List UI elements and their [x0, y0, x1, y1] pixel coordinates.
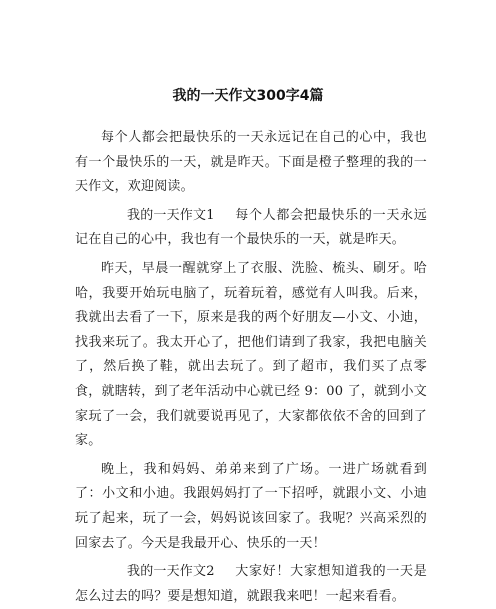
- essay2-opening-text: 大家好！大家想知道我的一天是怎么过去的吗？要是想知道，就跟我来吧！一起来看看。: [75, 564, 427, 604]
- essay2-opening-paragraph: [75, 560, 427, 609]
- essay1-opening-paragraph: [75, 204, 427, 253]
- essay1-paragraph-3: 晚上，我和妈妈、弟弟来到了广场。一进广场就看到了：小文和小迪。我跟妈妈打了一下招呼，就跟小文、小迪玩了起来，玩了一会，妈妈说该回家了。我呢？兴高采烈的回家去了。今天是我最开心、快乐的一天！: [75, 461, 427, 551]
- intro-paragraph: 每个人都会把最快乐的一天永远记在自己的心中，我也有一个最快乐的一天，就是昨天。下面是橙子整理的我的一天作文，欢迎阅读。: [75, 130, 427, 195]
- document-body: [75, 126, 427, 609]
- essay1-label: 我的一天作文1: [127, 207, 215, 223]
- essay1-paragraph-2: 昨天，早晨一醒就穿上了衣服、洗脸、梳头、刷牙。哈哈，我要开始玩电脑了，玩着玩着，感觉有人叫我。后来，我就出去看了一下，原来是我的两个好朋友—小文、小迪，找我来玩了。我太开心了，把他们请到了我家，我把电脑关了，然后换了鞋，就出去玩了。到了超市，我们买了点零食，就瞎转，到了老年活动中心就已经 9：00 了，就到小文家玩了一会，我们就要说再见了，大家都依依不舍的回到了家。: [75, 260, 427, 449]
- essay2-label: 我的一天作文2: [127, 564, 215, 580]
- document-title: 我的一天作文300字4篇: [172, 88, 324, 104]
- essay1-opening-text: 每个人都会把最快乐的一天永远记在自己的心中，我也有一个最快乐的一天，就是昨天。: [75, 207, 427, 248]
